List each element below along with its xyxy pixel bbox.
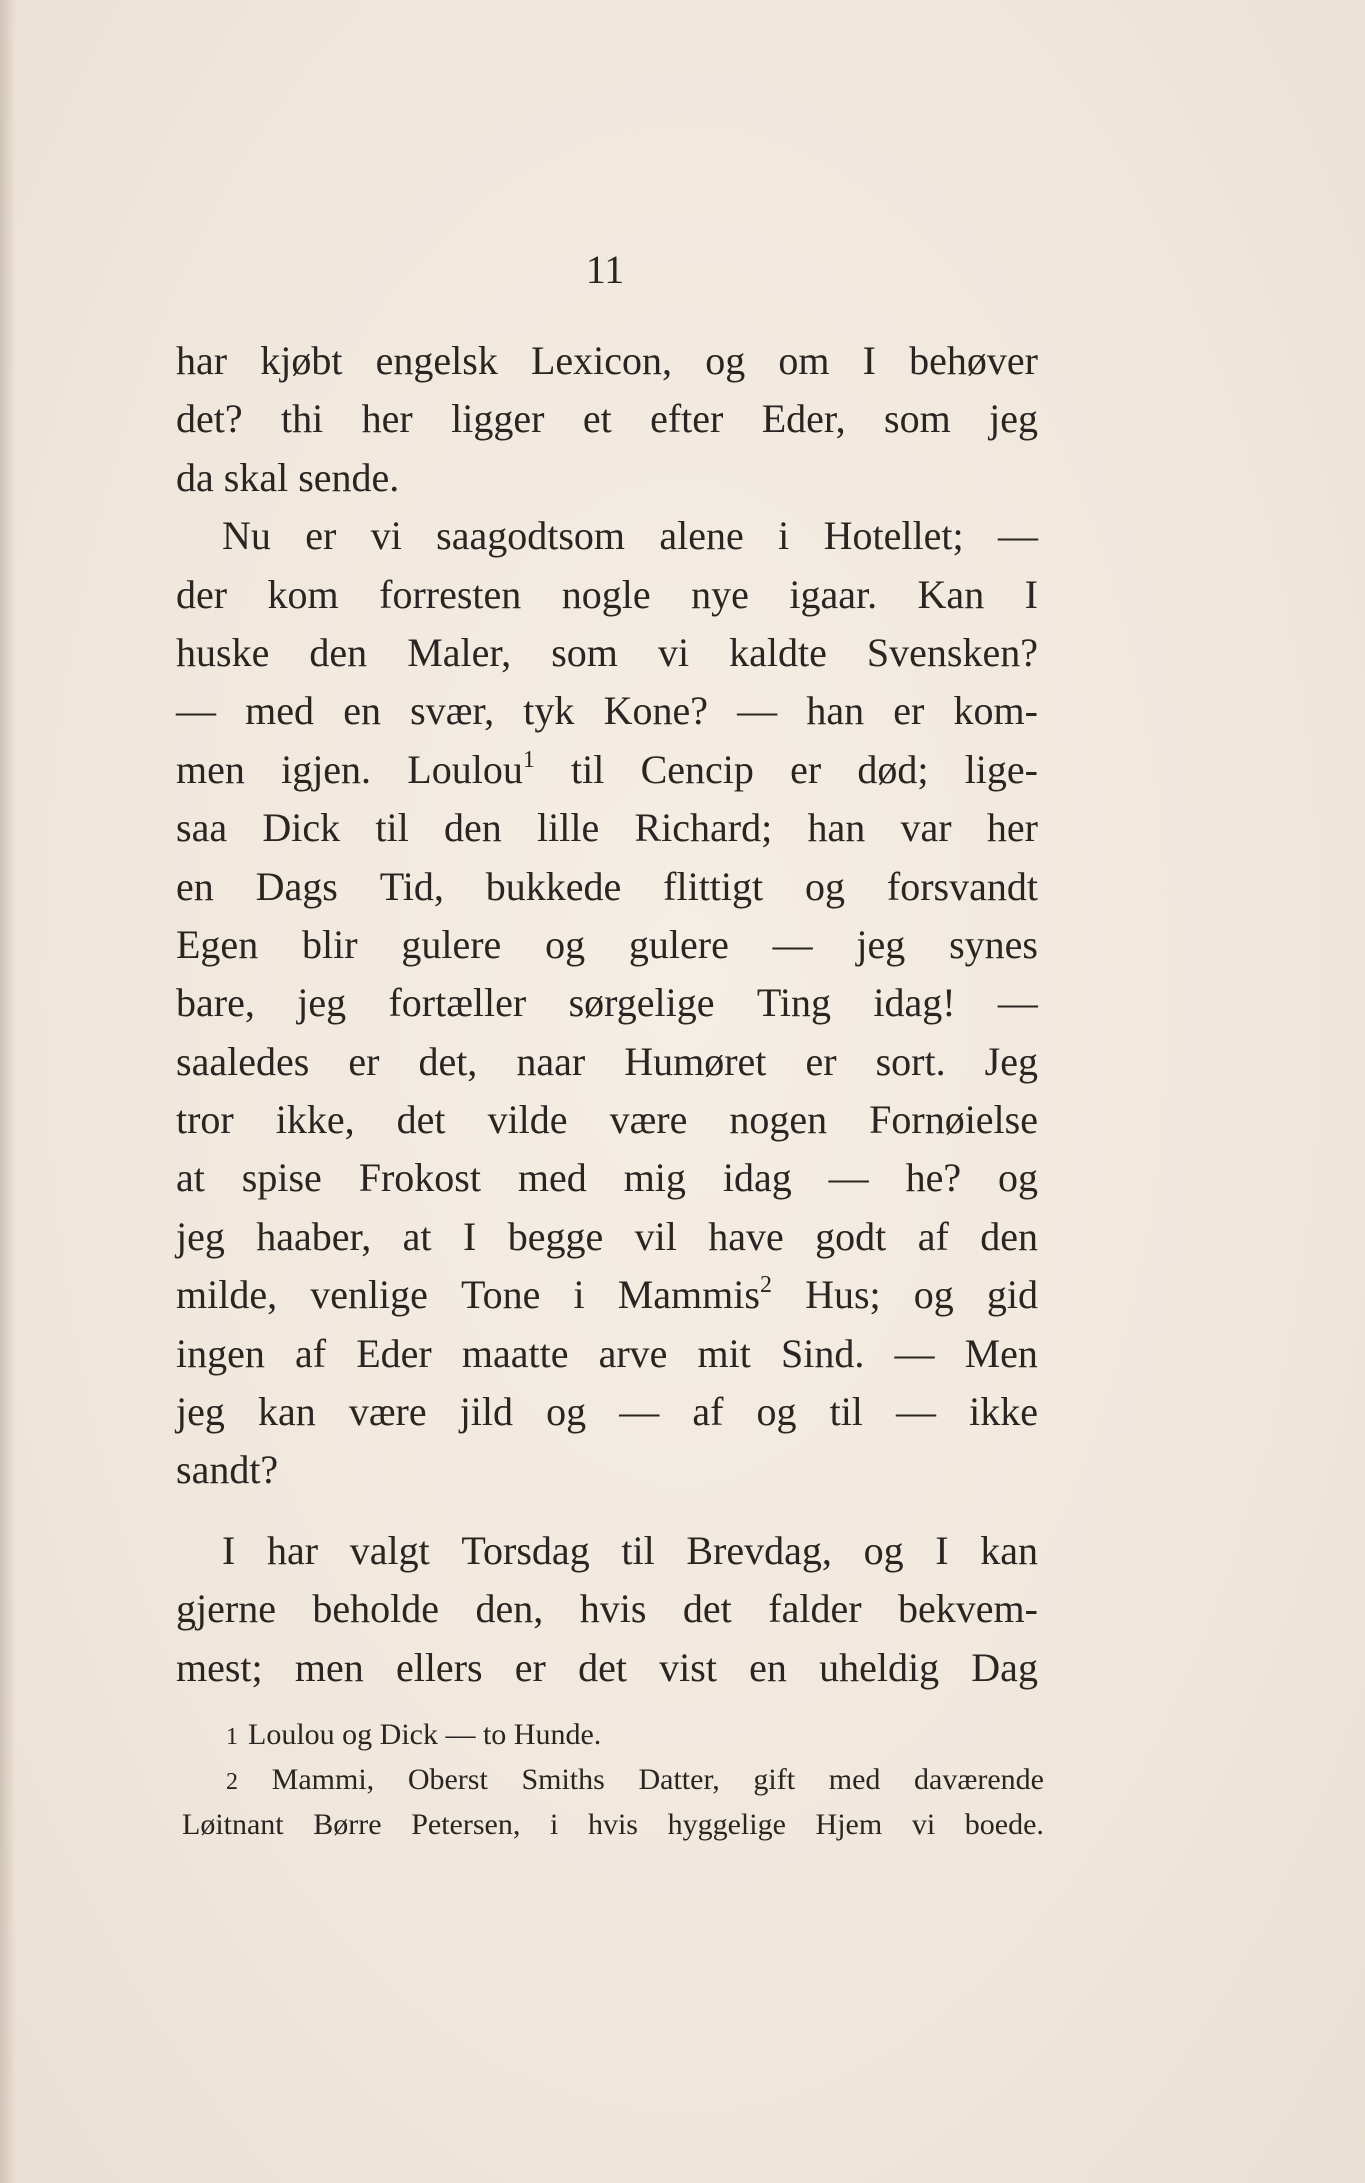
text-line: har kjøbt engelsk Lexicon, og om I behøver xyxy=(176,338,1038,383)
text-line: sandt? xyxy=(176,1447,279,1493)
text-line: men igjen. Loulou$^1$ til Cencip er død; lige- xyxy=(176,746,1038,792)
text-line: jeg kan være jild og — af og til — ikke xyxy=(176,1389,1038,1435)
text-line: det? thi her ligger et efter Eder, som jeg xyxy=(176,396,1038,442)
text-line: saaledes er det, naar Humøret er sort. Jeg xyxy=(176,1038,1038,1084)
text-line: jeg haaber, at I begge vil have godt af den xyxy=(176,1213,1038,1259)
text-line: milde, venlige Tone i Mammis$^2$ Hus; og gid xyxy=(176,1272,1038,1318)
text-line: at spise Frokost med mig idag — he? og xyxy=(176,1155,1038,1201)
text-line: en Dags Tid, bukkede flittigt og forsvandt xyxy=(176,863,1038,909)
text-line: huske den Maler, som vi kaldte Svensken? xyxy=(176,629,1038,675)
text-line: bare, jeg fortæller sørgelige Ting idag! — xyxy=(176,980,1038,1026)
footnote-continuation: Løitnant Børre Petersen, i hvis hyggelige Hjem vi boede. xyxy=(182,1808,1044,1841)
text-line: gjerne beholde den, hvis det falder bekvem- xyxy=(176,1586,1038,1632)
text-line: saa Dick til den lille Richard; han var her xyxy=(176,805,1038,851)
text-line: ingen af Eder maatte arve mit Sind. — Men xyxy=(176,1330,1038,1376)
body-text xyxy=(176,332,1038,1697)
page-number: 11 xyxy=(585,247,625,292)
text-line: Nu er vi saagodtsom alene i Hotellet; — xyxy=(222,513,1038,559)
text-line: — med en svær, tyk Kone? — han er kom- xyxy=(176,688,1038,734)
text-line: I har valgt Torsdag til Brevdag, og I kan xyxy=(222,1527,1038,1573)
text-line: der kom forresten nogle nye igaar. Kan I xyxy=(176,571,1038,617)
text-line: Egen blir gulere og gulere — jeg synes xyxy=(176,921,1038,967)
text-line: da skal sende. xyxy=(176,454,400,500)
footnote: 2 Mammi, Oberst Smiths Datter, gift med daværende xyxy=(226,1763,1044,1796)
text-line: mest; men ellers er det vist en uheldig Dag xyxy=(176,1644,1038,1690)
text-line: tror ikke, det vilde være nogen Fornøielse xyxy=(176,1097,1038,1143)
page-edge-shadow xyxy=(0,0,16,2183)
footnote-text: Loulou og Dick — to Hunde. xyxy=(248,1718,602,1751)
footnote: 1 Loulou og Dick — to Hunde. xyxy=(182,1712,1044,1757)
footnotes xyxy=(182,1712,1044,1847)
